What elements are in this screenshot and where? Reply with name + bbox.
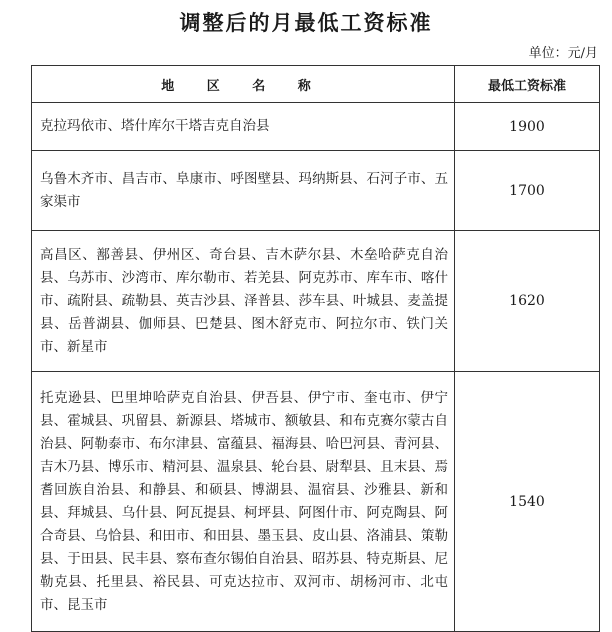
wage-table xyxy=(31,65,600,632)
region-cell: 高昌区、鄯善县、伊州区、奇台县、吉木萨尔县、木垒哈萨克自治县、乌苏市、沙湾市、库尔勒市、若羌县、阿克苏市、库车市、喀什市、疏附县、疏勒县、英吉沙县、泽普县、莎车县、叶城县、麦盖提县、岳普湖县、伽师县、巴楚县、图木舒克市、阿拉尔市、铁门关市、新星市 xyxy=(32,231,455,372)
table-row xyxy=(32,231,600,372)
wage-cell: 1540 xyxy=(455,372,600,632)
header-region: 地 区 名 称 xyxy=(32,66,455,103)
table-row xyxy=(32,372,600,632)
table-header-row xyxy=(32,66,600,103)
region-cell: 克拉玛依市、塔什库尔干塔吉克自治县 xyxy=(32,103,455,151)
table-row xyxy=(32,151,600,231)
unit-label: 单位：元/月 xyxy=(528,46,598,61)
header-wage: 最低工资标准 xyxy=(455,66,600,103)
table-row xyxy=(32,103,600,151)
wage-cell: 1900 xyxy=(455,103,600,151)
wage-cell: 1620 xyxy=(455,231,600,372)
wage-cell: 1700 xyxy=(455,151,600,231)
region-cell: 托克逊县、巴里坤哈萨克自治县、伊吾县、伊宁市、奎屯市、伊宁县、霍城县、巩留县、新源县、塔城市、额敏县、和布克赛尔蒙古自治县、阿勒泰市、布尔津县、富蕴县、福海县、哈巴河县、青河县、吉木乃县、博乐市、精河县、温泉县、轮台县、尉犁县、且末县、焉耆回族自治县、和静县、和硕县、博湖县、温宿县、沙雅县、新和县、拜城县、乌什县、阿瓦提县、柯坪县、阿图什市、阿克陶县、阿合奇县、乌恰县、和田市、和田县、墨玉县、皮山县、洛浦县、策勒县、于田县、民丰县、察布查尔锡伯自治县、昭苏县、特克斯县、尼勒克县、托里县、裕民县、可克达拉市、双河市、胡杨河市、北屯市、昆玉市 xyxy=(32,372,455,632)
region-cell: 乌鲁木齐市、昌吉市、阜康市、呼图壁县、玛纳斯县、石河子市、五家渠市 xyxy=(32,151,455,231)
page-title: 调整后的月最低工资标准 xyxy=(179,10,433,35)
